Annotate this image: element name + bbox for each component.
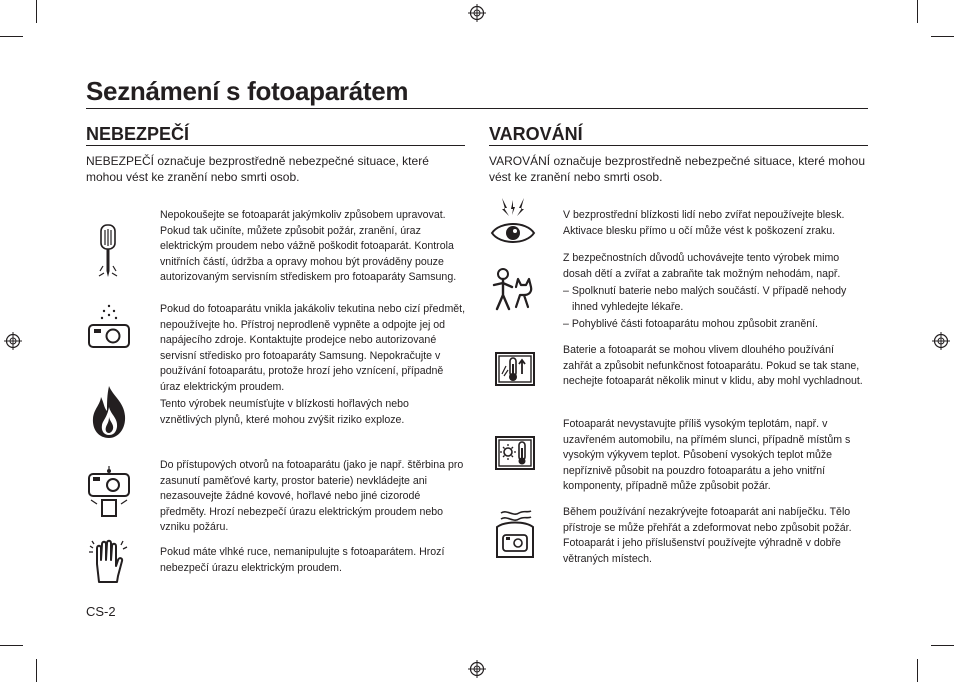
registration-mark-icon [468,4,486,22]
danger-heading-divider [86,145,465,146]
covered-charger-icon [493,507,537,561]
warning-item-cover: Během používání nezakrývejte fotoaparát ani nabíječku. Tělo přístroje se může přehřát a zdeformovat nebo způsobit požár. Fotoaparát i jeho příslušenství používejte výhradně v dobře větraných místech. [563,506,852,565]
flame-icon [90,385,128,439]
registration-mark-icon [468,660,486,678]
page-title: Seznámení s fotoaparátem [86,76,409,106]
warning-item-flash: V bezprostřední blízkosti lidí nebo zvířat nepoužívejte blesk. Aktivace blesku přímo u očí může vést k poškození zraku. [563,209,845,237]
warning-intro: VAROVÁNÍ označuje bezprostředně nebezpečné situace, které mohou vést ke zranění nebo smrti osob. [489,154,865,184]
list-item: – Spolknutí baterie nebo malých součástí. V případě nehody ihned vyhledejte lékaře. [563,285,847,313]
crop-mark [36,659,37,682]
registration-mark-icon [4,332,22,350]
camera-liquid-icon [87,303,131,349]
warning-heading: VAROVÁNÍ [489,124,583,144]
warning-item-temperature: Fotoaparát nevystavujte příliš vysokým teplotám, např. v uzavřeném automobilu, na přímém slunci, případně místům s vysokým výkyvem teplot. Působení vysokých teplot může nepříznivě působit na pouzdro fotoaparátu a jeho vnitřní komponenty, případně může způsobit požár. [563,418,851,493]
registration-mark-icon [932,332,950,350]
crop-mark [0,645,23,646]
camera-slot-icon [87,466,131,520]
wet-hand-icon [87,538,129,584]
danger-item-wet-hands: Pokud máte vlhké ruce, nemanipulujte s fotoaparátem. Hrozí nebezpečí úrazu elektrickým proudem. [160,546,445,574]
danger-intro: NEBEZPEČÍ označuje bezprostředně nebezpečné situace, které mohou vést ke zranění nebo smrti osob. [86,154,429,184]
danger-item-liquid: Pokud do fotoaparátu vnikla jakákoliv tekutina nebo cizí předmět, nepoužívejte ho. Přístroj neprodleně vypněte a odpojte jej od napájecího zdroje. Kontaktujte prodejce nebo autorizované servisní středisko pro fotoaparáty Samsung. Nepokračujte v používání fotoaparátu, protože hrozí jeho vznícení, případně úraz elektrickým proudem. [160,303,466,393]
list-item: – Pohyblivé části fotoaparátu mohou způsobit zranění. [563,318,818,331]
crop-mark [917,0,918,23]
warning-item-children: Z bezpečnostních důvodů uchovávejte tento výrobek mimo dosah dětí a zvířat a zabraňte tak možným nehodám, např. – Spolknutí baterie nebo malých součástí. V případě nehody ihned vyhledejte lékaře. – Pohyblivé části fotoaparátu mohou způsobit zranění. [563,251,868,333]
crop-mark [917,659,918,682]
warning-heading-divider [489,145,868,146]
danger-item-modify: Nepokoušejte se fotoaparát jakýmkoliv způsobem upravovat. Pokud tak učiníte, můžete způsobit požár, zranění, úraz elektrickým proudem nebo vážně poškodit fotoaparát. Kontrola vnitřních částí, údržba a opravy mohou být prováděny pouze autorizovaným servisním střediskem pro fotoaparáty Samsung. [160,209,457,284]
crop-mark [931,36,954,37]
danger-heading: NEBEZPEČÍ [86,124,190,144]
hot-device-icon [495,352,535,386]
sun-heat-icon [495,436,535,470]
page-number: CS-2 [86,604,116,619]
warning-item-overheat: Baterie a fotoaparát se mohou vlivem dlouhého používání zahřát a způsobit nefunkčnost fotoaparátu. Pokud se tak stane, nechejte fotoaparát několik minut v klidu, aby mohl vychladnout. [563,344,863,388]
warning-children-bullets [563,284,868,333]
crop-mark [931,645,954,646]
danger-item-slots: Do přístupových otvorů na fotoaparátu (jako je např. štěrbina pro zasunutí paměťové karty, prostor baterie) nevkládejte ani nezasouvejte žádné kovové, hořlavé nebo jiné cizorodé předměty. Hrozí nebezpečí úrazu elektrickým proudem nebo vzniku požáru. [160,459,464,534]
title-divider [86,108,868,109]
danger-item-gas: Tento výrobek neumísťujte v blízkosti hořlavých nebo vznětlivých plynů, které mohou zvýšit riziko exploze. [160,398,409,426]
screwdriver-icon [96,224,120,280]
child-pet-icon [490,265,534,315]
crop-mark [0,36,23,37]
flash-eye-icon [490,196,536,244]
crop-mark [36,0,37,23]
